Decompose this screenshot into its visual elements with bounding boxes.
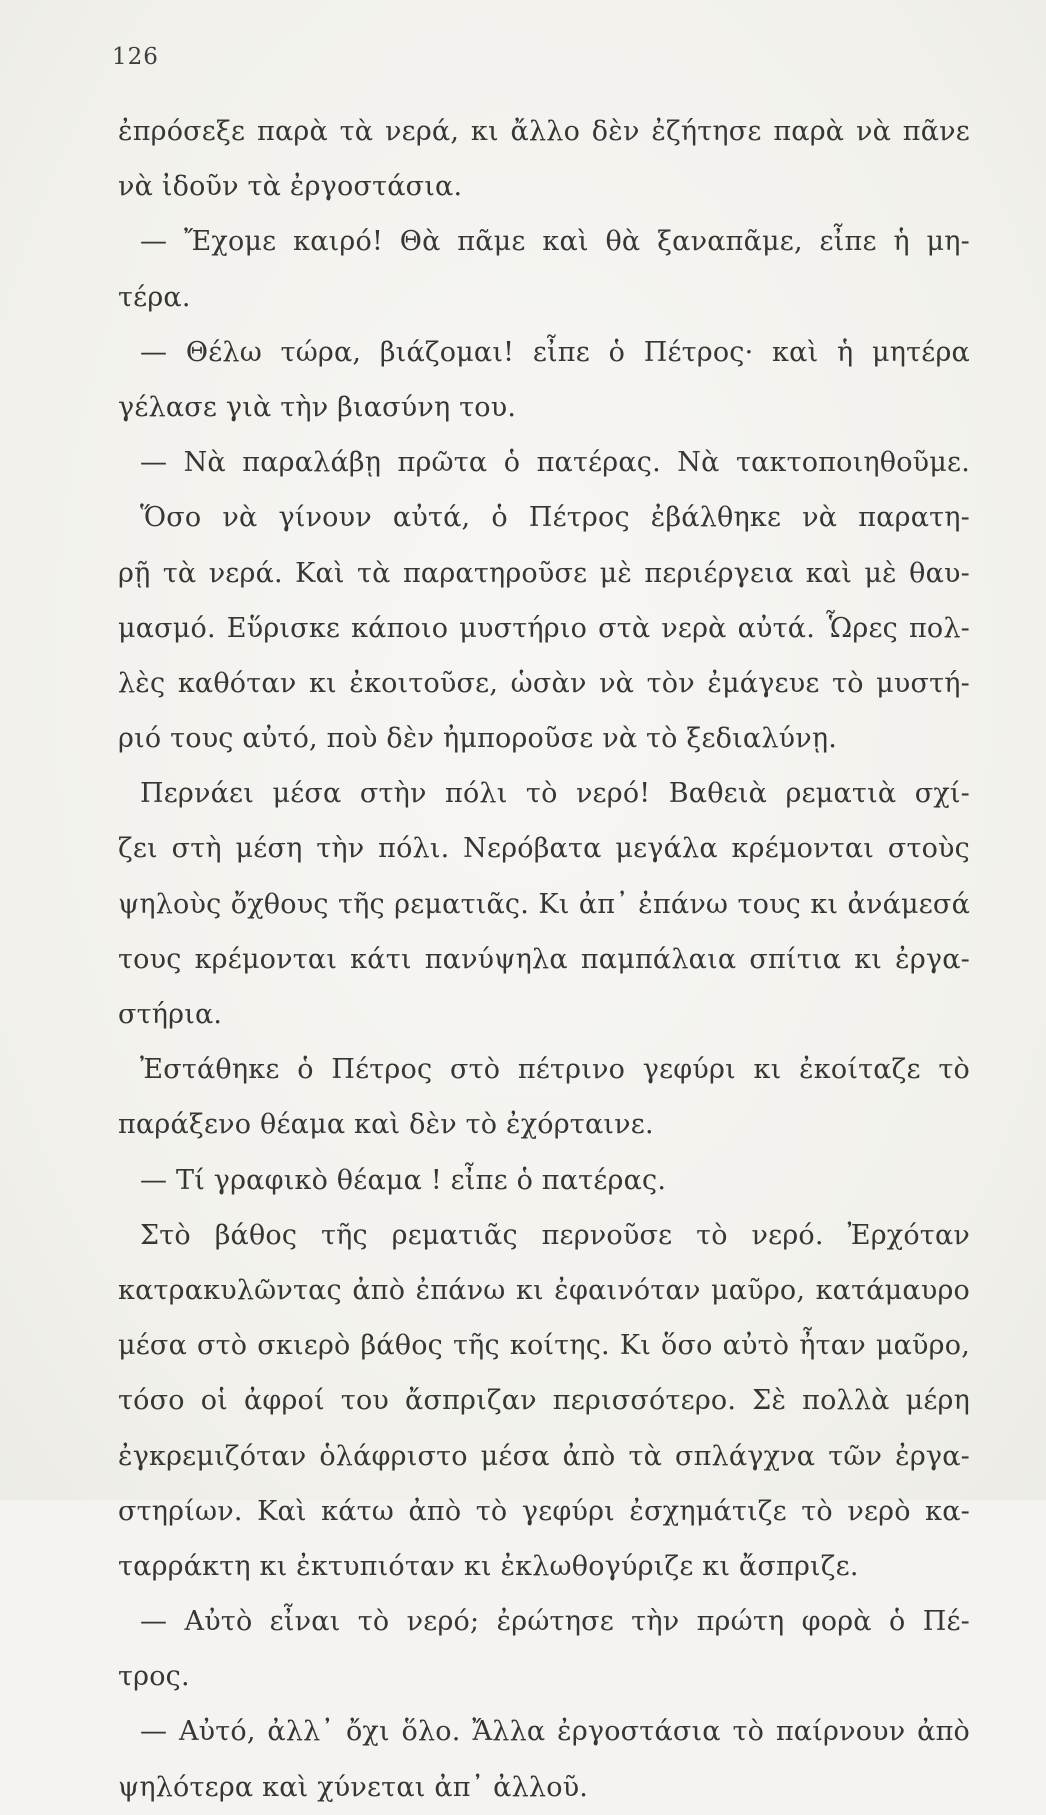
text-line: νὰ ἰδοῦν τὰ ἐργοστάσια. [118,171,463,203]
text-line: — Τί γραφικὸ θέαμα ! εἶπε ὁ πατέρας. [140,1164,667,1196]
text-line: στηρίων. Καὶ κάτω ἀπὸ τὸ γεφύρι ἐσχημάτιζε τὸ νερὸ κα- [118,1495,970,1527]
text-line: κατρακυλῶντας ἀπὸ ἐπάνω κι ἐφαινόταν μαῦρο, κατάμαυρο [118,1274,970,1306]
text-line: τέρα. [118,281,191,313]
text-line: Περνάει μέσα στὴν πόλι τὸ νερό! Βαθειὰ ρεματιὰ σχί- [140,778,970,810]
text-line: — Νὰ παραλάβῃ πρῶτα ὁ πατέρας. Νὰ τακτοποιηθοῦμε. [140,447,970,479]
text-line: Στὸ βάθος τῆς ρεματιᾶς περνοῦσε τὸ νερό. Ἐρχόταν [140,1219,970,1251]
text-line: λὲς καθόταν κι ἐκοιτοῦσε, ὡσὰν νὰ τὸν ἐμάγευε τὸ μυστή- [118,667,970,699]
text-line: παράξενο θέαμα καὶ δὲν τὸ ἐχόρταινε. [118,1109,654,1141]
text-line: ἐγκρεμιζόταν ὁλάφριστο μέσα ἀπὸ τὰ σπλάγχνα τῶν ἐργα- [118,1440,970,1472]
text-line: Ἐστάθηκε ὁ Πέτρος στὸ πέτρινο γεφύρι κι ἐκοίταζε τὸ [140,1054,970,1086]
text-line: ρῇ τὰ νερά. Καὶ τὰ παρατηροῦσε μὲ περιέργεια καὶ μὲ θαυ- [118,557,970,589]
text-line: γέλασε γιὰ τὴν βιασύνη του. [118,391,517,423]
text-line: τόσο οἱ ἀφροί του ἄσπριζαν περισσότερο. Σὲ πολλὰ μέρη [118,1385,970,1417]
text-line: στήρια. [118,999,223,1030]
text-line: — Θέλω τώρα, βιάζομαι! εἶπε ὁ Πέτρος· καὶ ἡ μητέρα [140,336,970,368]
text-line: — Αὐτὸ εἶναι τὸ νερό; ἐρώτησε τὴν πρώτη φορὰ ὁ Πέ- [140,1606,970,1638]
text-line: μασμό. Εὕρισκε κάποιο μυστήριο στὰ νερὰ αὐτά. Ὧρες πολ- [118,612,970,644]
text-line: ἐπρόσεξε παρὰ τὰ νερά, κι ἄλλο δὲν ἐζήτησε παρὰ νὰ πᾶνε [118,116,970,147]
body-text [118,104,970,1815]
text-line: ψηλοὺς ὄχθους τῆς ρεματιᾶς. Κι ἀπ᾿ ἐπάνω τους κι ἀνάμεσά [118,888,970,920]
text-line: ψηλότερα καὶ χύνεται ἀπ᾿ ἀλλοῦ. [118,1771,589,1803]
text-line: Ὅσο νὰ γίνουν αὐτά, ὁ Πέτρος ἐβάλθηκε νὰ παρατη- [140,502,970,534]
text-line: — Αὐτό, ἀλλ᾿ ὄχι ὅλο. Ἄλλα ἐργοστάσια τὸ παίρνουν ἀπὸ [140,1716,970,1748]
text-line: ζει στὴ μέση τὴν πόλι. Νερόβατα μεγάλα κρέμονται στοὺς [118,833,970,865]
text-line: ταρράκτη κι ἐκτυπιόταν κι ἐκλωθογύριζε κι ἄσπριζε. [118,1550,859,1582]
text-line: — Ἔχομε καιρό! Θὰ πᾶμε καὶ θὰ ξαναπᾶμε, εἶπε ἡ μη- [140,226,970,258]
text-line: τους κρέμονται κάτι πανύψηλα παμπάλαια σπίτια κι ἐργα- [118,943,970,975]
text-line: ριό τους αὐτό, ποὺ δὲν ἠμποροῦσε νὰ τὸ ξεδιαλύνῃ. [118,723,838,755]
page-number: 126 [112,44,159,70]
text-line: τρος. [118,1661,190,1693]
text-line: μέσα στὸ σκιερὸ βάθος τῆς κοίτης. Κι ὅσο αὐτὸ ἦταν μαῦρο, [118,1330,970,1362]
